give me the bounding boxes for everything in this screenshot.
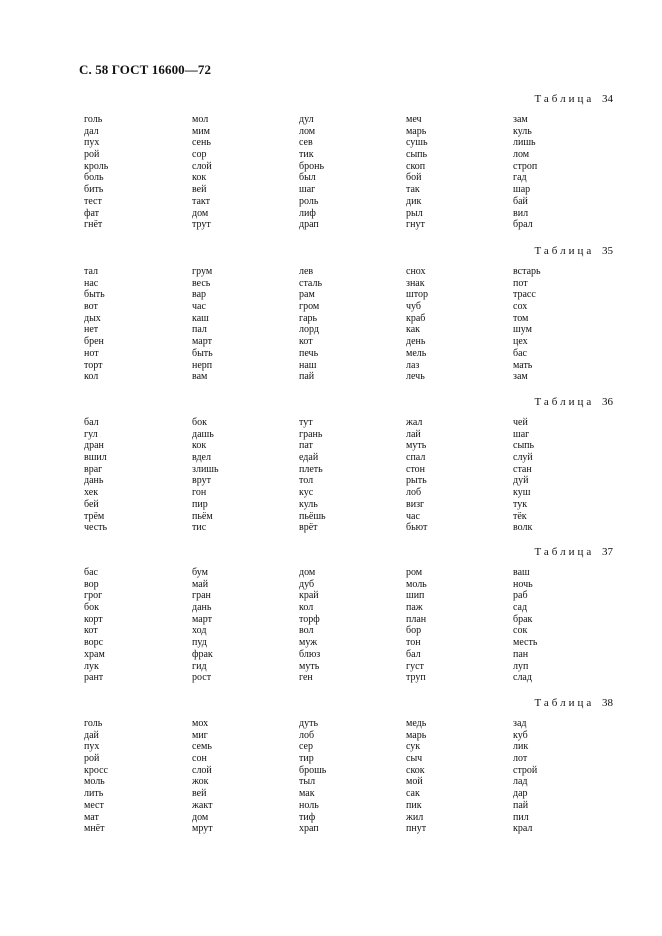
word-cell: гарь [299, 312, 318, 324]
word-cell: спал [406, 452, 426, 464]
word-cell: слой [192, 764, 212, 776]
word-column [192, 266, 213, 383]
word-cell: лев [299, 266, 314, 277]
word-cell: лечь [406, 371, 425, 383]
word-cell: мим [192, 125, 211, 137]
word-cell: бор [406, 625, 422, 637]
word-cell: вей [192, 184, 207, 196]
word-cell: роль [299, 195, 319, 207]
word-cell: ход [192, 625, 207, 637]
word-cell: дуб [299, 578, 315, 590]
word-cell: боль [84, 172, 104, 184]
word-cell: бас [513, 347, 527, 359]
word-cell: лаз [406, 359, 420, 371]
word-cell: кус [299, 487, 314, 499]
word-column [84, 718, 108, 835]
word-cell: сушь [406, 137, 428, 149]
word-cell: пик [406, 799, 422, 811]
word-cell: едай [299, 452, 319, 464]
word-cell: наш [299, 359, 317, 371]
table-caption [534, 697, 613, 709]
word-cell: тис [192, 522, 207, 534]
word-cell: пьём [192, 510, 213, 522]
word-cell: сон [192, 753, 207, 765]
word-cell: нот [84, 347, 99, 359]
word-cell: лом [513, 149, 530, 161]
word-cell: кок [192, 172, 207, 184]
word-cell: дик [406, 195, 422, 207]
word-cell: дашь [192, 428, 214, 440]
word-cell: строй [513, 764, 538, 776]
word-cell: вол [299, 625, 314, 637]
word-cell: лоб [406, 487, 422, 499]
word-column [299, 417, 326, 534]
word-cell: миг [192, 729, 208, 741]
word-cell: ген [299, 672, 313, 684]
table-caption-number: 38 [602, 697, 613, 709]
word-cell: тёк [513, 510, 527, 522]
word-cell: кот [84, 625, 98, 637]
word-cell: бал [406, 648, 421, 660]
word-cell: врёт [299, 522, 318, 534]
word-cell: тут [299, 417, 313, 428]
word-cell: брак [513, 613, 533, 625]
word-cell: фат [84, 207, 100, 219]
word-cell: рыть [406, 475, 427, 487]
word-cell: грань [299, 428, 323, 440]
word-cell: тыл [299, 776, 316, 788]
word-cell: бьют [406, 522, 428, 534]
word-cell: жакт [192, 799, 213, 811]
word-cell: зад [513, 718, 527, 729]
word-column [299, 567, 320, 684]
word-cell: медь [406, 718, 427, 729]
word-cell: март [192, 336, 212, 348]
word-column [192, 114, 212, 231]
word-cell: муть [406, 440, 427, 452]
word-cell: куш [513, 487, 531, 499]
word-cell: раб [513, 590, 528, 602]
word-cell: шип [406, 590, 425, 602]
word-cell: сер [299, 741, 313, 753]
word-cell: муть [299, 660, 320, 672]
word-column [406, 417, 427, 534]
word-cell: гад [513, 172, 527, 184]
word-cell: каш [192, 312, 209, 324]
word-column [192, 567, 213, 684]
word-cell: дран [84, 440, 104, 452]
word-cell: мат [84, 811, 99, 823]
word-cell: лай [406, 428, 421, 440]
word-cell: храм [84, 648, 105, 660]
word-cell: ворс [84, 637, 104, 649]
word-cell: час [192, 301, 206, 313]
word-cell: слуй [513, 452, 533, 464]
word-cell: тол [299, 475, 314, 487]
word-cell: сак [406, 788, 420, 800]
word-cell: моль [84, 776, 105, 788]
word-cell: гнёт [84, 219, 103, 231]
word-column [192, 718, 213, 835]
word-cell: том [513, 312, 529, 324]
word-cell: брен [84, 336, 104, 348]
word-cell: моль [406, 578, 427, 590]
word-cell: лорд [299, 324, 319, 336]
word-cell: краб [406, 312, 426, 324]
word-column [84, 114, 108, 231]
word-cell: пух [84, 741, 100, 753]
word-cell: честь [84, 522, 108, 534]
word-cell: торт [84, 359, 103, 371]
word-cell: край [299, 590, 319, 602]
word-cell: знак [406, 277, 425, 289]
word-cell: густ [406, 660, 424, 672]
word-cell: лишь [513, 137, 536, 149]
word-cell: тиф [299, 811, 316, 823]
page-header: С. 58 ГОСТ 16600—72 [79, 62, 212, 77]
word-cell: гран [192, 590, 211, 602]
word-cell: пай [299, 371, 315, 383]
word-cell: трасс [513, 289, 536, 301]
word-cell: грум [192, 266, 213, 277]
word-cell: сень [192, 137, 211, 149]
word-cell: пат [299, 440, 313, 452]
word-cell: план [406, 613, 427, 625]
word-cell: рой [84, 149, 100, 161]
word-cell: бок [84, 602, 99, 614]
word-cell: сталь [299, 277, 323, 289]
word-cell: тир [299, 753, 314, 765]
word-cell: семь [192, 741, 212, 753]
word-cell: мох [192, 718, 209, 729]
word-cell: злишь [192, 463, 219, 475]
word-cell: гнут [406, 219, 425, 231]
word-cell: сыпь [406, 149, 428, 161]
word-cell: ноль [299, 799, 319, 811]
word-cell: шум [513, 324, 532, 336]
word-column [84, 417, 107, 534]
word-cell: кросс [84, 764, 108, 776]
word-cell: кок [192, 440, 207, 452]
word-cell: драп [299, 219, 319, 231]
word-cell: ром [406, 567, 423, 578]
word-cell: пот [513, 277, 528, 289]
word-cell: гром [299, 301, 320, 313]
table-caption-number: 35 [602, 245, 613, 257]
word-cell: трут [192, 219, 211, 231]
word-cell: дул [299, 114, 314, 125]
word-cell: трём [84, 510, 105, 522]
word-cell: сыч [406, 753, 423, 765]
word-cell: быть [84, 289, 105, 301]
word-cell: скок [406, 764, 425, 776]
table-caption [534, 93, 613, 105]
word-cell: такт [192, 195, 211, 207]
word-cell: волк [513, 522, 533, 534]
word-cell: жил [406, 811, 424, 823]
word-cell: ночь [513, 578, 533, 590]
word-cell: лом [299, 125, 316, 137]
word-cell: вам [192, 371, 208, 383]
word-cell: пьёшь [299, 510, 326, 522]
word-cell: сок [513, 625, 528, 637]
word-cell: рост [192, 672, 212, 684]
word-cell: ваш [513, 567, 530, 578]
word-cell: нерп [192, 359, 213, 371]
word-cell: дай [84, 729, 99, 741]
word-cell: кот [299, 336, 313, 348]
word-cell: пан [513, 648, 529, 660]
word-cell: май [192, 578, 209, 590]
word-cell: вар [192, 289, 207, 301]
word-column [299, 114, 324, 231]
word-column [513, 718, 537, 835]
word-cell: голь [84, 718, 103, 729]
word-cell: мнёт [84, 823, 105, 835]
word-cell: вот [84, 301, 98, 313]
word-cell: блюз [299, 648, 321, 660]
word-cell: дуть [299, 718, 319, 729]
word-column [84, 567, 105, 684]
word-cell: тик [299, 149, 314, 161]
word-cell: рант [84, 672, 104, 684]
word-cell: гид [192, 660, 207, 672]
word-cell: марь [406, 125, 427, 137]
word-cell: дань [84, 475, 104, 487]
word-cell: цех [513, 336, 528, 348]
word-cell: март [192, 613, 212, 625]
word-cell: вил [513, 207, 529, 219]
table-caption-label: Таблица [534, 93, 595, 105]
word-cell: кроль [84, 160, 109, 172]
word-cell: стан [513, 463, 532, 475]
word-cell: рой [84, 753, 100, 765]
word-cell: куль [513, 125, 532, 137]
table-caption-label: Таблица [534, 396, 595, 408]
word-cell: пир [192, 498, 208, 510]
word-cell: шаг [513, 428, 530, 440]
word-cell: чуб [406, 301, 421, 313]
word-cell: лоб [299, 729, 315, 741]
word-cell: мол [192, 114, 209, 125]
word-cell: дом [299, 567, 316, 578]
word-cell: час [406, 510, 420, 522]
word-cell: рам [299, 289, 315, 301]
word-cell: дых [84, 312, 101, 324]
word-cell: бой [406, 172, 422, 184]
word-cell: шар [513, 184, 531, 196]
word-cell: меч [406, 114, 422, 125]
word-column [406, 567, 427, 684]
word-cell: бей [84, 498, 99, 510]
word-column [299, 266, 322, 383]
word-cell: жал [406, 417, 423, 428]
table-caption-label: Таблица [534, 546, 595, 558]
word-cell: лить [84, 788, 104, 800]
word-cell: тон [406, 637, 421, 649]
word-cell: визг [406, 498, 425, 510]
table-caption-number: 36 [602, 396, 613, 408]
word-cell: плеть [299, 463, 323, 475]
word-cell: тест [84, 195, 102, 207]
word-cell: пай [513, 799, 529, 811]
table-caption [534, 396, 613, 408]
word-column [513, 266, 541, 383]
table-caption-number: 37 [602, 546, 613, 558]
word-cell: пнут [406, 823, 427, 835]
word-cell: мест [84, 799, 104, 811]
word-column [406, 266, 428, 383]
word-cell: вор [84, 578, 99, 590]
word-cell: строп [513, 160, 538, 172]
word-cell: дуй [513, 475, 529, 487]
word-cell: лук [84, 660, 99, 672]
word-cell: гул [84, 428, 98, 440]
word-cell: сох [513, 301, 528, 313]
word-cell: фрак [192, 648, 213, 660]
word-cell: стон [406, 463, 426, 475]
word-cell: лад [513, 776, 528, 788]
word-cell: вей [192, 788, 207, 800]
word-cell: куб [513, 729, 528, 741]
word-cell: куль [299, 498, 318, 510]
word-column [513, 567, 537, 684]
word-cell: пуд [192, 637, 207, 649]
word-cell: нет [84, 324, 99, 336]
word-cell: как [406, 324, 421, 336]
word-cell: дал [84, 125, 99, 137]
word-cell: быть [192, 347, 213, 359]
word-cell: слой [192, 160, 212, 172]
word-cell: луп [513, 660, 529, 672]
word-cell: лик [513, 741, 529, 753]
word-cell: муж [299, 637, 318, 649]
word-cell: слад [513, 672, 532, 684]
word-cell: бронь [299, 160, 324, 172]
word-cell: враг [84, 463, 103, 475]
word-cell: так [406, 184, 420, 196]
word-cell: сад [513, 602, 528, 614]
word-column [84, 266, 105, 383]
word-column [192, 417, 219, 534]
word-cell: брал [513, 219, 533, 231]
word-cell: дань [192, 602, 212, 614]
word-cell: день [406, 336, 426, 348]
word-cell: пал [192, 324, 207, 336]
table-caption-number: 34 [602, 93, 613, 105]
word-column [406, 718, 426, 835]
table-caption [534, 546, 613, 558]
word-cell: рыл [406, 207, 423, 219]
word-cell: дар [513, 788, 528, 800]
word-cell: штор [406, 289, 428, 301]
word-cell: врут [192, 475, 211, 487]
word-cell: тал [84, 266, 99, 277]
word-cell: труп [406, 672, 426, 684]
word-cell: мой [406, 776, 423, 788]
word-cell: чей [513, 417, 528, 428]
word-cell: встарь [513, 266, 541, 277]
table-caption-label: Таблица [534, 697, 595, 709]
word-cell: торф [299, 613, 320, 625]
word-column [406, 114, 428, 231]
word-cell: шаг [299, 184, 316, 196]
word-cell: бал [84, 417, 99, 428]
word-cell: лот [513, 753, 528, 765]
word-cell: голь [84, 114, 103, 125]
word-column [513, 114, 537, 231]
word-cell: кол [84, 371, 99, 383]
word-cell: грог [84, 590, 103, 602]
word-cell: паж [406, 602, 423, 614]
word-cell: брошь [299, 764, 327, 776]
word-cell: скоп [406, 160, 426, 172]
word-cell: жок [192, 776, 209, 788]
word-cell: бум [192, 567, 208, 578]
word-cell: сук [406, 741, 421, 753]
word-cell: мель [406, 347, 427, 359]
word-cell: храп [299, 823, 319, 835]
word-cell: зам [513, 371, 528, 383]
word-cell: мрут [192, 823, 213, 835]
word-cell: был [299, 172, 316, 184]
word-cell: корт [84, 613, 103, 625]
word-cell: месть [513, 637, 538, 649]
word-cell: дом [192, 207, 209, 219]
table-caption-label: Таблица [534, 245, 595, 257]
word-cell: сыпь [513, 440, 535, 452]
table-caption [534, 245, 613, 257]
word-cell: марь [406, 729, 427, 741]
word-cell: зам [513, 114, 528, 125]
word-cell: дом [192, 811, 209, 823]
word-cell: пух [84, 137, 100, 149]
word-column [299, 718, 326, 835]
word-cell: вдел [192, 452, 211, 464]
word-cell: вшил [84, 452, 107, 464]
word-cell: нас [84, 277, 99, 289]
word-cell: снох [406, 266, 426, 277]
word-cell: мак [299, 788, 315, 800]
word-cell: бай [513, 195, 528, 207]
word-cell: гон [192, 487, 207, 499]
word-cell: пил [513, 811, 529, 823]
word-cell: кол [299, 602, 314, 614]
word-cell: крал [513, 823, 533, 835]
word-cell: лиф [299, 207, 316, 219]
word-cell: хек [84, 487, 99, 499]
word-column [513, 417, 534, 534]
word-cell: сор [192, 149, 207, 161]
word-cell: печь [299, 347, 319, 359]
word-cell: тук [513, 498, 528, 510]
word-cell: бок [192, 417, 207, 428]
word-cell: сев [299, 137, 313, 149]
word-cell: мать [513, 359, 533, 371]
word-cell: бить [84, 184, 104, 196]
word-cell: весь [192, 277, 211, 289]
word-cell: бас [84, 567, 98, 578]
